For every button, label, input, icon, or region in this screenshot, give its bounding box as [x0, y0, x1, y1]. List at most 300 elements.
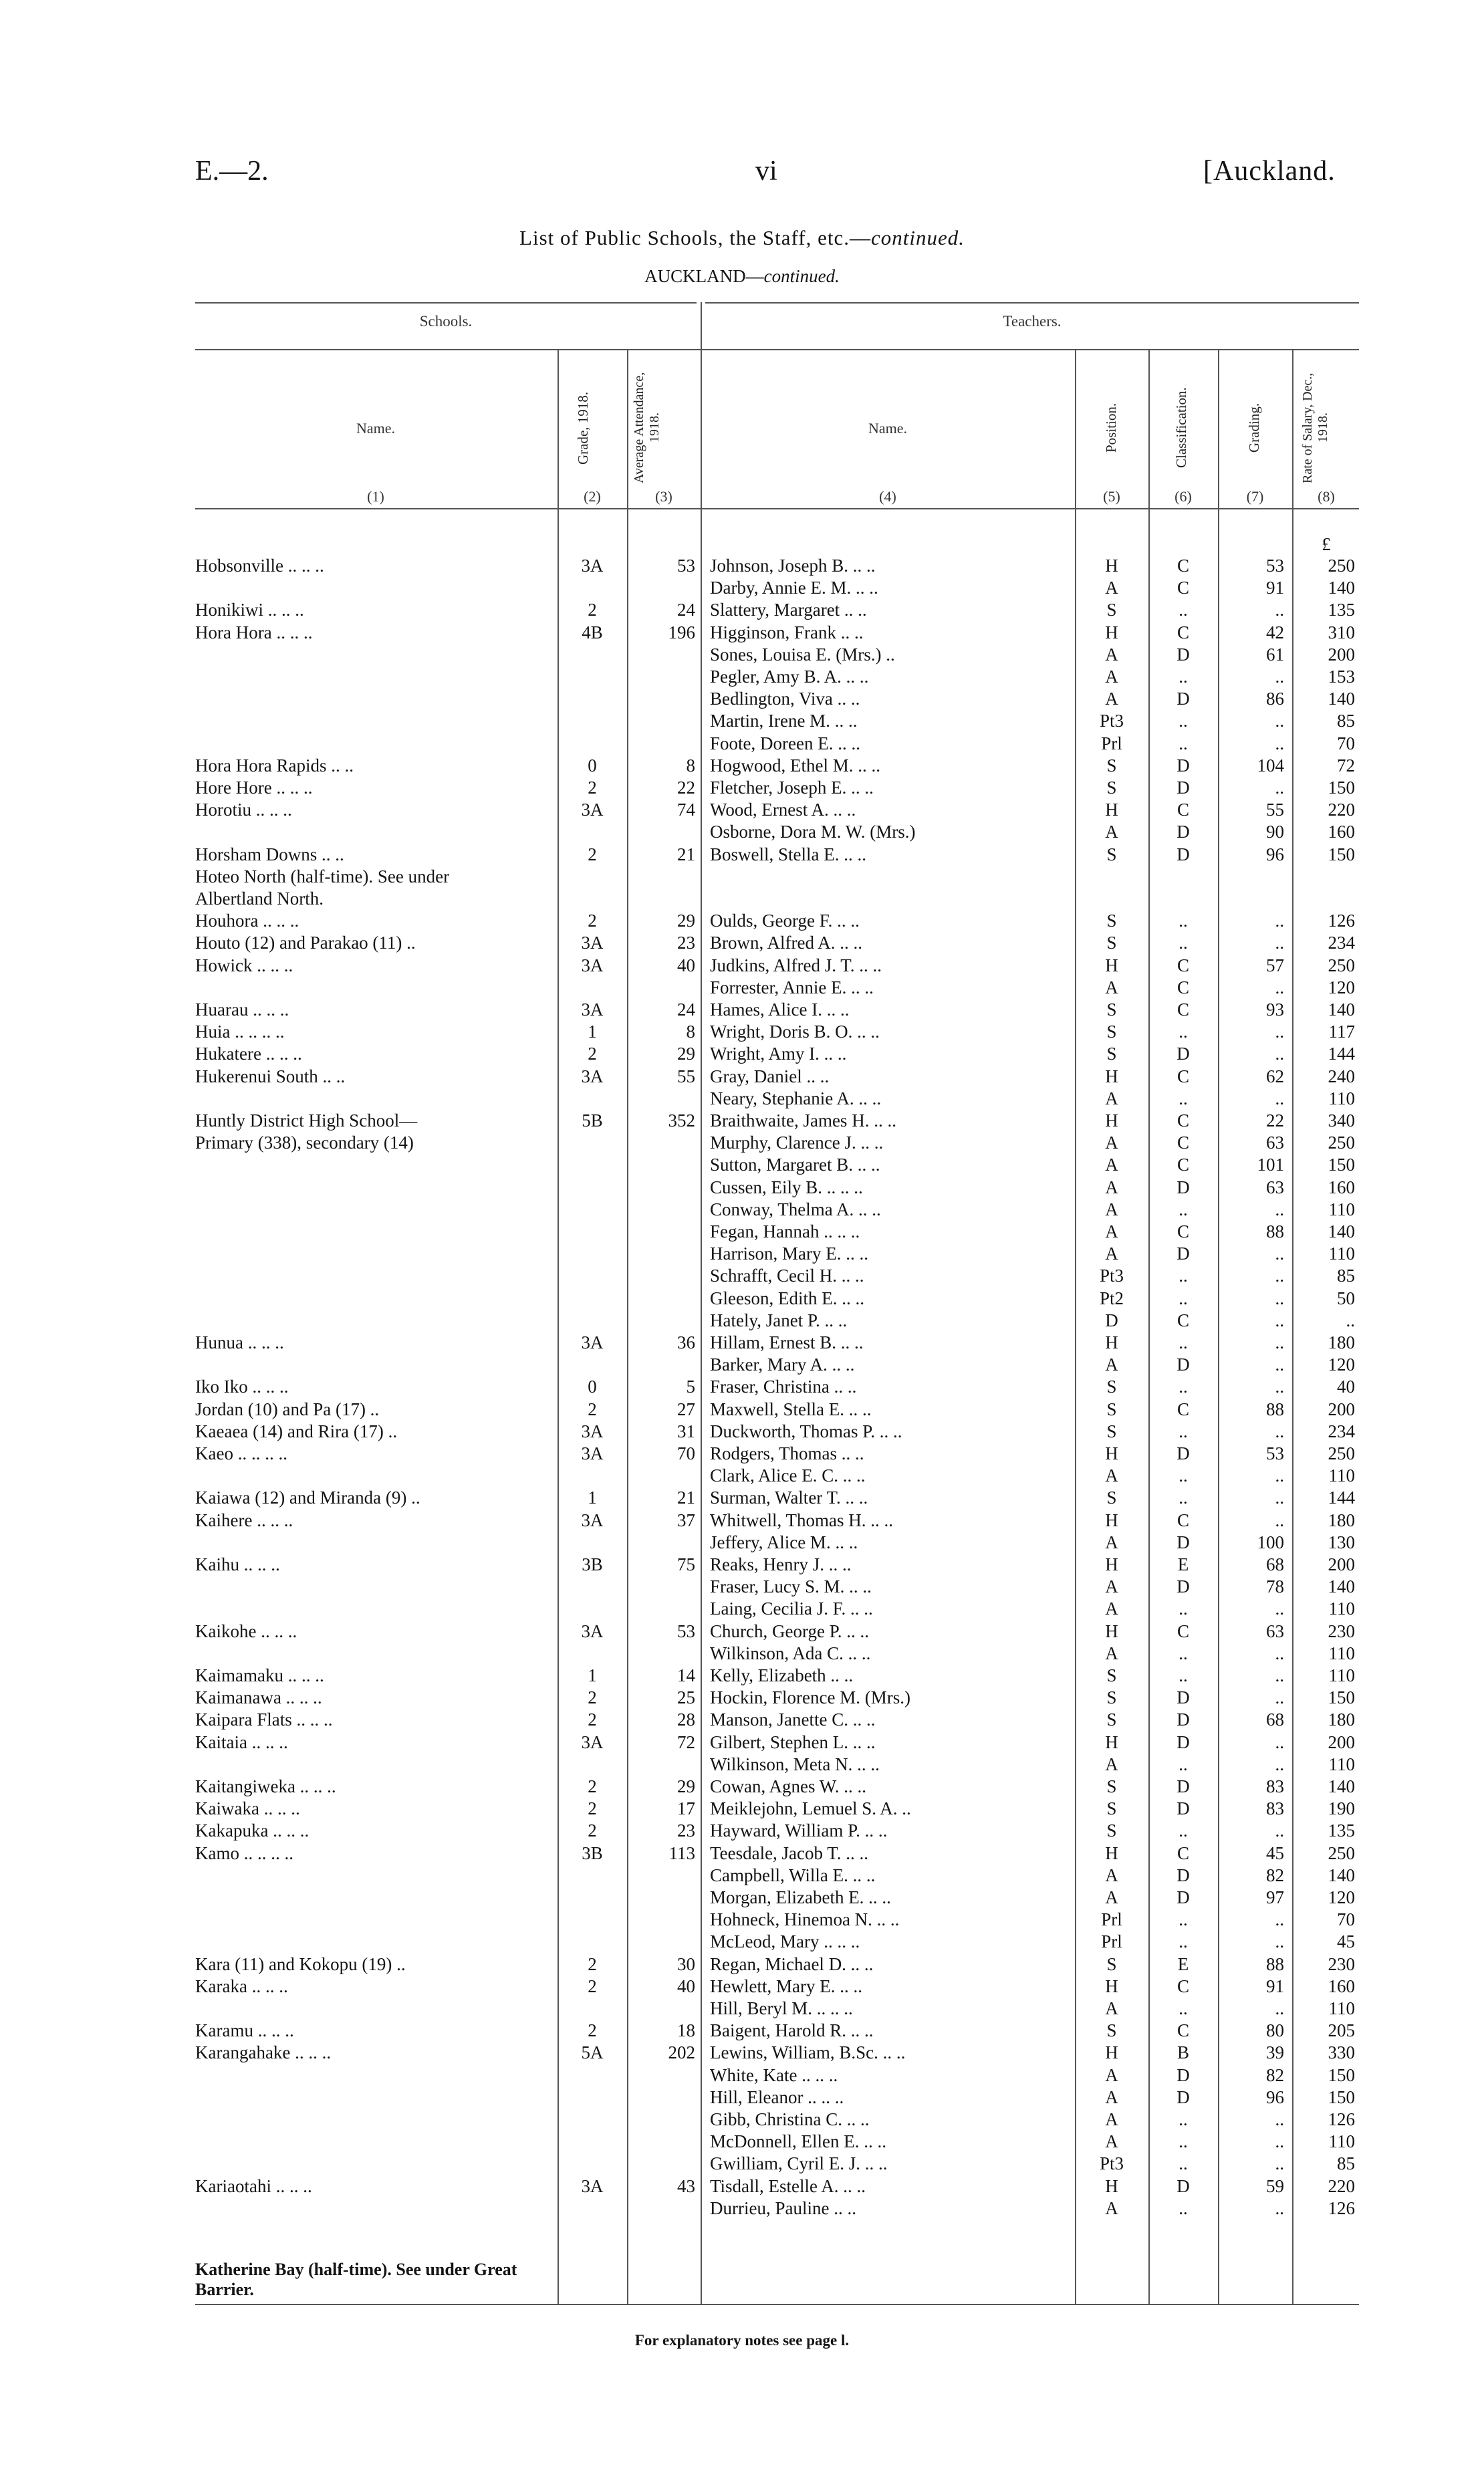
cell-att: 202	[668, 2042, 695, 2063]
cell-grade: 5B	[582, 1110, 603, 1131]
cell-teacher: McLeod, Mary .. .. ..	[710, 1931, 860, 1952]
cell-sal: 140	[1328, 689, 1355, 709]
cell-sal: 160	[1328, 1177, 1355, 1197]
cell-sal: 45	[1337, 1931, 1355, 1952]
cell-sal: 230	[1328, 1621, 1355, 1641]
cell-cls: D	[1177, 1244, 1190, 1264]
cell-grd: 83	[1266, 1776, 1284, 1796]
page-ref: E.—2.	[195, 156, 269, 187]
cell-grade: 3A	[581, 800, 604, 820]
col-num: (1)	[367, 488, 384, 505]
cell-school: Karangahake .. .. ..	[195, 2042, 332, 2063]
cell-cls: D	[1177, 1798, 1190, 1819]
cell-grade: 1	[588, 1665, 597, 1685]
col-header-salary: Rate of Salary, Dec., 1918.	[1300, 372, 1330, 483]
cell-grade: 3B	[582, 1843, 603, 1863]
cell-cls: ..	[1179, 1199, 1188, 1219]
cell-grd: ..	[1275, 1421, 1284, 1441]
cell-pos: S	[1106, 778, 1117, 798]
cell-teacher: Wilkinson, Ada C. .. ..	[710, 1643, 871, 1663]
cell-pos: D	[1105, 1310, 1118, 1330]
cell-grd: ..	[1275, 977, 1284, 997]
header-rule-schools	[195, 302, 697, 304]
cell-att: 196	[668, 622, 695, 642]
cell-school: Kamo .. .. .. ..	[195, 1843, 293, 1863]
page-title	[0, 226, 1484, 250]
cell-cls: D	[1177, 1576, 1190, 1597]
cell-school: Huia .. .. .. ..	[195, 1022, 285, 1042]
cell-cls: ..	[1179, 2153, 1188, 2174]
col-num: (2)	[584, 488, 601, 505]
cell-cls: C	[1177, 1221, 1189, 1241]
col-num: (7)	[1246, 488, 1264, 505]
cell-grd: ..	[1275, 1088, 1284, 1108]
cell-cls: D	[1177, 844, 1190, 864]
cell-pos: H	[1105, 1621, 1118, 1641]
cell-att: 72	[677, 1732, 695, 1752]
cell-sal: 130	[1328, 1532, 1355, 1552]
cell-att: 352	[668, 1110, 695, 1131]
cell-att: 70	[677, 1443, 695, 1463]
cell-school: Kaipara Flats .. .. ..	[195, 1709, 333, 1730]
cell-sal: 250	[1328, 1443, 1355, 1463]
cell-pos: S	[1106, 1022, 1117, 1042]
cell-grd: ..	[1275, 1044, 1284, 1064]
cell-cls: D	[1177, 822, 1190, 842]
cell-teacher: Hewlett, Mary E. .. ..	[710, 1976, 862, 1996]
cell-grd: 63	[1266, 1133, 1284, 1153]
cell-cls: C	[1177, 1399, 1189, 1419]
cell-school: Horotiu .. .. ..	[195, 800, 292, 820]
cell-grade: 5A	[581, 2042, 604, 2063]
cell-pos: H	[1105, 1443, 1118, 1463]
cell-pos: H	[1105, 2175, 1118, 2196]
cell-grd: ..	[1275, 1931, 1284, 1952]
cell-pos: H	[1105, 2042, 1118, 2063]
cell-grade: 3A	[581, 933, 604, 953]
cell-school: Hunua .. .. ..	[195, 1332, 284, 1352]
cell-sal: 126	[1328, 911, 1355, 931]
cell-pos: A	[1105, 1576, 1118, 1597]
cell-grd: 68	[1266, 1709, 1284, 1730]
cell-grd: 45	[1266, 1843, 1284, 1863]
cell-att: 22	[677, 778, 695, 798]
cell-att: 21	[677, 844, 695, 864]
cell-grade: 1	[588, 1022, 597, 1042]
cell-grade: 2	[588, 2020, 597, 2041]
cell-pos: H	[1105, 1554, 1118, 1574]
cell-pos: A	[1105, 1998, 1118, 2018]
cell-grd: 63	[1266, 1177, 1284, 1197]
cell-pos: A	[1105, 1221, 1118, 1241]
cell-cls: ..	[1179, 711, 1188, 731]
cell-att: 28	[677, 1709, 695, 1730]
cell-school: Kaimamaku .. .. ..	[195, 1665, 324, 1685]
cell-grd: 96	[1266, 844, 1284, 864]
cell-grade: 1	[588, 1488, 597, 1508]
cell-school: Kaitaia .. .. ..	[195, 1732, 288, 1752]
cell-grd: ..	[1275, 1022, 1284, 1042]
cell-grd: ..	[1275, 1199, 1284, 1219]
cell-cls: ..	[1179, 933, 1188, 953]
col-num: (8)	[1318, 488, 1335, 505]
cell-grd: ..	[1275, 1909, 1284, 1930]
cell-sal: 220	[1328, 2175, 1355, 2196]
col-header-school-name: Name.	[356, 420, 396, 437]
subtitle-main: AUCKLAND—	[644, 266, 764, 286]
cell-pos: A	[1105, 2087, 1118, 2107]
cell-sal: 144	[1328, 1044, 1355, 1064]
cell-pos: S	[1106, 2020, 1117, 2041]
cell-teacher: Forrester, Annie E. .. ..	[710, 977, 874, 997]
cell-att: 113	[668, 1843, 695, 1863]
cell-grd: 83	[1266, 1798, 1284, 1819]
cell-school: Albertland North.	[195, 889, 324, 909]
cell-teacher: Pegler, Amy B. A. .. ..	[710, 667, 869, 687]
cell-school: Hora Hora Rapids .. ..	[195, 755, 354, 776]
cell-sal: 250	[1328, 1843, 1355, 1863]
cell-teacher: Manson, Janette C. .. ..	[710, 1709, 876, 1730]
cell-school: Kaiawa (12) and Miranda (9) ..	[195, 1488, 420, 1508]
cell-school: Kaihu .. .. ..	[195, 1554, 280, 1574]
cell-cls: ..	[1179, 1288, 1188, 1308]
cell-att: 55	[677, 1066, 695, 1086]
cell-att: 29	[677, 911, 695, 931]
cell-teacher: Hillam, Ernest B. .. ..	[710, 1332, 864, 1352]
cell-grd: 22	[1266, 1110, 1284, 1131]
cell-grd: 68	[1266, 1554, 1284, 1574]
cell-pos: H	[1105, 1110, 1118, 1131]
cell-pos: Pt3	[1099, 2153, 1124, 2174]
cell-cls: C	[1177, 977, 1189, 997]
cell-sal: 140	[1328, 578, 1355, 598]
cell-teacher: Baigent, Harold R. .. ..	[710, 2020, 874, 2041]
cell-pos: A	[1105, 1088, 1118, 1108]
cell-cls: ..	[1179, 1465, 1188, 1486]
cell-pos: A	[1105, 1754, 1118, 1774]
cell-cls: C	[1177, 556, 1189, 576]
cell-grd: 96	[1266, 2087, 1284, 2107]
cell-teacher: Surman, Walter T. .. ..	[710, 1488, 868, 1508]
cell-sal: 120	[1328, 1354, 1355, 1375]
cell-cls: D	[1177, 2087, 1190, 2107]
cell-teacher: Sutton, Margaret B. .. ..	[710, 1155, 880, 1175]
cell-sal: 250	[1328, 1133, 1355, 1153]
cell-pos: A	[1105, 2109, 1118, 2129]
cell-teacher: Bedlington, Viva .. ..	[710, 689, 860, 709]
cell-cls: E	[1177, 1953, 1189, 1974]
cell-sal: 234	[1328, 1421, 1355, 1441]
cell-pos: A	[1105, 1598, 1118, 1619]
cell-sal: 117	[1328, 1022, 1355, 1042]
cell-cls: D	[1177, 1687, 1190, 1708]
cell-teacher: Hately, Janet P. .. ..	[710, 1310, 848, 1330]
cell-pos: S	[1106, 1488, 1117, 1508]
cell-grd: 55	[1266, 800, 1284, 820]
cell-cls: C	[1177, 1110, 1189, 1131]
cell-att: 29	[677, 1044, 695, 1064]
cell-grd: 104	[1257, 755, 1284, 776]
cell-sal: 190	[1328, 1798, 1355, 1819]
cell-grade: 2	[588, 1820, 597, 1841]
cell-pos: S	[1106, 600, 1117, 620]
cell-sal: 85	[1337, 2153, 1355, 2174]
cell-grd: ..	[1275, 1687, 1284, 1708]
cell-teacher: Laing, Cecilia J. F. .. ..	[710, 1598, 873, 1619]
cell-pos: A	[1105, 1532, 1118, 1552]
cell-teacher: Osborne, Dora M. W. (Mrs.)	[710, 822, 916, 842]
cell-grd: ..	[1275, 711, 1284, 731]
cell-sal: 140	[1328, 1865, 1355, 1885]
cell-teacher: McDonnell, Ellen E. .. ..	[710, 2131, 886, 2152]
cell-pos: H	[1105, 1332, 1118, 1352]
cell-sal: 70	[1337, 1909, 1355, 1930]
cell-sal: 135	[1328, 1820, 1355, 1841]
cell-teacher: Darby, Annie E. M. .. ..	[710, 578, 878, 598]
cell-att: 25	[677, 1687, 695, 1708]
cell-cls: ..	[1179, 1665, 1188, 1685]
cell-cls: D	[1177, 1177, 1190, 1197]
cell-grade: 3A	[581, 1066, 604, 1086]
col-header-grade: Grade, 1918.	[575, 391, 591, 465]
cell-pos: A	[1105, 2064, 1118, 2085]
cell-cls: ..	[1179, 2131, 1188, 2152]
cell-teacher: Durrieu, Pauline .. ..	[710, 2198, 856, 2218]
cell-cls: D	[1177, 1532, 1190, 1552]
cell-teacher: Johnson, Joseph B. .. ..	[710, 556, 876, 576]
cell-pos: A	[1105, 578, 1118, 598]
cell-cls: ..	[1179, 1377, 1188, 1397]
cell-sal: 240	[1328, 1066, 1355, 1086]
cell-school: Kara (11) and Kokopu (19) ..	[195, 1953, 406, 1974]
region-label: [Auckland.	[1203, 156, 1336, 187]
page-title-italic: continued.	[870, 226, 965, 249]
cell-teacher: Lewins, William, B.Sc. .. ..	[710, 2042, 906, 2063]
cell-sal: 72	[1337, 755, 1355, 776]
cell-grd: 86	[1266, 689, 1284, 709]
cell-sal: 200	[1328, 1554, 1355, 1574]
cell-school: Houto (12) and Parakao (11) ..	[195, 933, 416, 953]
cell-grade: 3A	[581, 2175, 604, 2196]
section-subtitle	[0, 266, 1484, 287]
table-bottom-rule	[195, 2304, 1359, 2305]
cell-pos: S	[1106, 1377, 1117, 1397]
cell-pos: A	[1105, 2131, 1118, 2152]
cell-teacher: Hogwood, Ethel M. .. ..	[710, 755, 880, 776]
cell-grd: ..	[1275, 1244, 1284, 1264]
cell-sal: 110	[1328, 1088, 1355, 1108]
cell-pos: S	[1106, 1776, 1117, 1796]
cell-teacher: Hohneck, Hinemoa N. .. ..	[710, 1909, 900, 1930]
cell-school: Kariaotahi .. .. ..	[195, 2175, 312, 2196]
cell-sal: 180	[1328, 1510, 1355, 1530]
cell-pos: H	[1105, 1843, 1118, 1863]
cell-grd: 91	[1266, 1976, 1284, 1996]
cell-att: 43	[677, 2175, 695, 2196]
cell-grd: 59	[1266, 2175, 1284, 2196]
cell-att: 21	[677, 1488, 695, 1508]
cell-att: 8	[686, 1022, 695, 1042]
cell-grd: ..	[1275, 1354, 1284, 1375]
cell-sal: 110	[1328, 2131, 1355, 2152]
cell-grd: 90	[1266, 822, 1284, 842]
cell-pos: S	[1106, 1709, 1117, 1730]
cell-grd: 88	[1266, 1399, 1284, 1419]
cell-sal: 40	[1337, 1377, 1355, 1397]
cell-teacher: Gleeson, Edith E. .. ..	[710, 1288, 864, 1308]
cell-pos: H	[1105, 1510, 1118, 1530]
cell-cls: C	[1177, 1976, 1189, 1996]
cell-teacher: Barker, Mary A. .. ..	[710, 1354, 855, 1375]
cell-att: 17	[677, 1798, 695, 1819]
cell-att: 14	[677, 1665, 695, 1685]
cell-cls: D	[1177, 1709, 1190, 1730]
cell-cls: C	[1177, 1155, 1189, 1175]
cell-teacher: Oulds, George F. .. ..	[710, 911, 860, 931]
cell-teacher: Duckworth, Thomas P. .. ..	[710, 1421, 902, 1441]
cell-sal: 70	[1337, 733, 1355, 753]
cell-grd: 101	[1257, 1155, 1284, 1175]
cell-grd: 82	[1266, 2064, 1284, 2085]
cell-teacher: Gwilliam, Cyril E. J. .. ..	[710, 2153, 888, 2174]
cell-pos: H	[1105, 556, 1118, 576]
cell-teacher: Kelly, Elizabeth .. ..	[710, 1665, 854, 1685]
page-number: vi	[755, 156, 777, 187]
cell-pos: A	[1105, 977, 1118, 997]
cell-teacher: Neary, Stephanie A. .. ..	[710, 1088, 882, 1108]
cell-teacher: Morgan, Elizabeth E. .. ..	[710, 1887, 891, 1907]
cell-grd: ..	[1275, 1643, 1284, 1663]
cell-sal: 50	[1337, 1288, 1355, 1308]
cell-teacher: Fraser, Christina .. ..	[710, 1377, 857, 1397]
cell-teacher: Maxwell, Stella E. .. ..	[710, 1399, 872, 1419]
cell-teacher: Wright, Doris B. O. .. ..	[710, 1022, 880, 1042]
cell-teacher: Murphy, Clarence J. .. ..	[710, 1133, 884, 1153]
cell-sal: 150	[1328, 778, 1355, 798]
cell-teacher: Teesdale, Jacob T. .. ..	[710, 1843, 869, 1863]
cell-cls: ..	[1179, 1643, 1188, 1663]
cell-pos: H	[1105, 622, 1118, 642]
cell-grd: ..	[1275, 2109, 1284, 2129]
cell-grade: 2	[588, 1976, 597, 1996]
cell-pos: A	[1105, 689, 1118, 709]
cell-school: Hore Hore .. .. ..	[195, 778, 313, 798]
cell-school: Kaeo .. .. .. ..	[195, 1443, 287, 1463]
cell-grd: ..	[1275, 1665, 1284, 1685]
cell-pos: A	[1105, 822, 1118, 842]
cell-teacher: Reaks, Henry J. .. ..	[710, 1554, 852, 1574]
cell-sal: 110	[1328, 1199, 1355, 1219]
cell-pos: Prl	[1101, 1931, 1122, 1952]
cell-teacher: White, Kate .. .. ..	[710, 2064, 838, 2085]
cell-att: 31	[677, 1421, 695, 1441]
cell-grd: 57	[1266, 955, 1284, 975]
cell-cls: ..	[1179, 1754, 1188, 1774]
cell-teacher: Hill, Beryl M. .. .. ..	[710, 1998, 853, 2018]
cell-grade: 2	[588, 1776, 597, 1796]
cell-grd: ..	[1275, 1998, 1284, 2018]
cell-grade: 2	[588, 1709, 597, 1730]
cell-pos: A	[1105, 1887, 1118, 1907]
cell-pos: H	[1105, 1066, 1118, 1086]
cell-sal: 110	[1328, 1998, 1355, 2018]
cell-cls: C	[1177, 1621, 1189, 1641]
trailer-note: Katherine Bay (half-time). See under Great Barrier.	[195, 2260, 517, 2299]
cell-sal: 85	[1337, 1266, 1355, 1286]
cell-sal: 200	[1328, 644, 1355, 665]
cell-grade: 2	[588, 1687, 597, 1708]
cell-grd: ..	[1275, 778, 1284, 798]
page-title-main: List of Public Schools, the Staff, etc.—	[519, 226, 871, 249]
cell-cls: C	[1177, 1310, 1189, 1330]
cell-sal: 85	[1337, 711, 1355, 731]
cell-att: 8	[686, 755, 695, 776]
cell-cls: ..	[1179, 1332, 1188, 1352]
cell-sal: 110	[1328, 1643, 1355, 1663]
cell-grade: 3A	[581, 1732, 604, 1752]
col-num: (3)	[655, 488, 672, 505]
cell-pos: Prl	[1101, 1909, 1122, 1930]
cell-school: Horsham Downs .. ..	[195, 844, 344, 864]
cell-teacher: Higginson, Frank .. ..	[710, 622, 864, 642]
cell-grd: 53	[1266, 1443, 1284, 1463]
cell-grade: 3A	[581, 955, 604, 975]
cell-att: 30	[677, 1953, 695, 1974]
cell-sal: 230	[1328, 1953, 1355, 1974]
cell-grade: 3A	[581, 1443, 604, 1463]
cell-cls: ..	[1179, 2198, 1188, 2218]
cell-pos: A	[1105, 1865, 1118, 1885]
cell-grade: 2	[588, 844, 597, 864]
cell-grd: 100	[1257, 1532, 1284, 1552]
cell-pos: A	[1105, 1177, 1118, 1197]
col-num: (4)	[879, 488, 896, 505]
cell-school: Karaka .. .. ..	[195, 1976, 288, 1996]
cell-teacher: Gibb, Christina C. .. ..	[710, 2109, 870, 2129]
cell-cls: D	[1177, 1354, 1190, 1375]
cell-pos: A	[1105, 1354, 1118, 1375]
cell-sal: 180	[1328, 1332, 1355, 1352]
cell-teacher: Fegan, Hannah .. .. ..	[710, 1221, 860, 1241]
cell-pos: H	[1105, 955, 1118, 975]
cell-pos: Pt3	[1099, 711, 1124, 731]
cell-teacher: Braithwaite, James H. .. ..	[710, 1110, 896, 1131]
cell-sal: 140	[1328, 999, 1355, 1020]
cell-cls: E	[1177, 1554, 1189, 1574]
cell-att: 40	[677, 955, 695, 975]
cell-grd: 80	[1266, 2020, 1284, 2041]
cell-grd: ..	[1275, 933, 1284, 953]
cell-grd: 61	[1266, 644, 1284, 665]
cell-cls: D	[1177, 778, 1190, 798]
cell-cls: D	[1177, 1865, 1190, 1885]
cell-cls: D	[1177, 2175, 1190, 2196]
cell-sal: 110	[1328, 1665, 1355, 1685]
cell-grd: 88	[1266, 1221, 1284, 1241]
cell-grd: 78	[1266, 1576, 1284, 1597]
cell-grade: 2	[588, 600, 597, 620]
cell-teacher: Wilkinson, Meta N. .. ..	[710, 1754, 880, 1774]
cell-teacher: Hames, Alice I. .. ..	[710, 999, 850, 1020]
currency-symbol: £	[1322, 534, 1331, 554]
cell-teacher: Brown, Alfred A. .. ..	[710, 933, 862, 953]
cell-pos: H	[1105, 1732, 1118, 1752]
cell-grade: 4B	[582, 622, 603, 642]
cell-teacher: Fraser, Lucy S. M. .. ..	[710, 1576, 872, 1597]
cell-sal: 135	[1328, 600, 1355, 620]
cell-grade: 3A	[581, 1421, 604, 1441]
cell-sal: 310	[1328, 622, 1355, 642]
